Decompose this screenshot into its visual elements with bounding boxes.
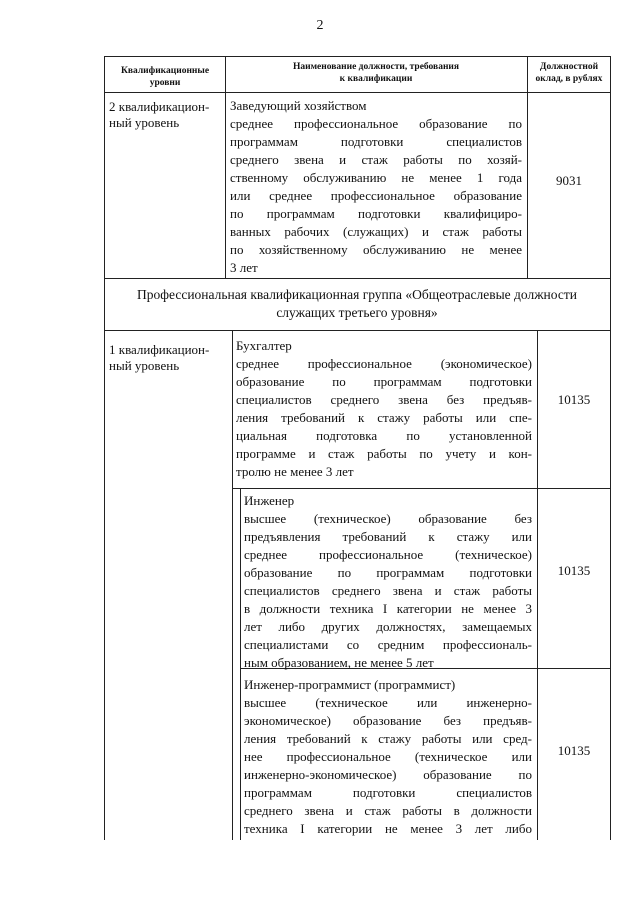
programmer-requirements: [244, 676, 532, 838]
group-title-line2: служащих третьего уровня»: [276, 305, 438, 320]
zavhoz-line: по хозяйственному обслуживанию не менее: [230, 242, 522, 257]
programmer-salary: 10135: [557, 743, 591, 758]
page-number: 2: [316, 18, 324, 33]
group-title-line1: Профессиональная квалификационная группа «Общеотраслевые должности: [137, 287, 577, 302]
header-levels: [106, 65, 224, 89]
accountant-line: ления требований к стажу работы или спе-: [236, 410, 532, 425]
accountant-line: программе и стаж работы по учету и кон-: [236, 446, 532, 461]
zavhoz-line: или среднее профессиональное образование: [230, 188, 522, 203]
engineer-line: высшее (техническое) образование без: [244, 511, 532, 526]
group-title-bottom-border: [104, 330, 611, 331]
accountant-salary: 10135: [557, 392, 591, 407]
level-2-label: [109, 99, 223, 131]
zavhoz-line: по программам подготовки квалифициро-: [230, 206, 522, 221]
programmer-line: нее профессиональное (техническое или: [244, 749, 532, 764]
engineer-line: предъявления требований к стажу или: [244, 529, 532, 544]
row-accountant-bottom-border: [232, 488, 611, 489]
zavhoz-line: среднего звена и стаж работы по хозяй-: [230, 152, 522, 167]
programmer-line: экономическое) образование без предъяв-: [244, 713, 532, 728]
programmer-title: Инженер-программист (программист): [244, 677, 456, 692]
col1-divider-bottom: [232, 330, 233, 840]
col1b-divider: [240, 488, 241, 840]
programmer-line: техника I категории не менее 3 лет либо: [244, 821, 532, 836]
header-position-line1: Наименование должности, требования: [292, 62, 460, 72]
programmer-line: среднего звена и стаж работы в должности: [244, 803, 532, 818]
engineer-line: лет либо других должностях, замещаемых: [244, 619, 532, 634]
accountant-requirements: [236, 337, 532, 481]
accountant-line: тролю не менее 3 лет: [236, 464, 354, 479]
table-top-border: [104, 56, 611, 57]
header-position-line2: к квалификации: [339, 74, 413, 84]
engineer-requirements: [244, 492, 532, 672]
zavhoz-salary: 9031: [556, 173, 582, 188]
programmer-line: высшее (техническое или инженерно-: [244, 695, 532, 710]
engineer-salary: 10135: [557, 563, 591, 578]
col2-divider-top: [527, 56, 528, 278]
engineer-line: специалистами со средним профессиональ-: [244, 637, 532, 652]
table-left-border: [104, 56, 105, 840]
zavhoz-line: ственному обслуживанию не менее 1 года: [230, 170, 522, 185]
group-title: [104, 286, 610, 322]
header-salary-line2: оклад, в рублях: [535, 74, 603, 84]
accountant-line: среднее профессиональное (экономическое): [236, 356, 532, 371]
level-2-line1: 2 квалификацион-: [109, 99, 210, 114]
zavhoz-line: среднее профессиональное образование по: [230, 116, 522, 131]
zavhoz-line: 3 лет: [230, 260, 258, 275]
header-salary: [529, 61, 609, 85]
header-bottom-border: [104, 92, 611, 93]
accountant-title: Бухгалтер: [236, 338, 292, 353]
engineer-line: в должности техника I категории не менее 3: [244, 601, 532, 616]
engineer-title: Инженер: [244, 493, 295, 508]
engineer-line: среднее профессиональное (техническое): [244, 547, 532, 562]
level-1-label: [109, 342, 229, 374]
accountant-line: циальная подготовка по установленной: [236, 428, 532, 443]
programmer-line: инженерно-экономическое) образование по: [244, 767, 532, 782]
header-levels-line2: уровни: [149, 78, 181, 88]
accountant-line: специалистов среднего звена без предъяв-: [236, 392, 532, 407]
level-1-line2: ный уровень: [109, 358, 180, 373]
programmer-line: ления требований к стажу работы или сред-: [244, 731, 532, 746]
row-zavhoz-bottom-border: [104, 278, 611, 279]
header-salary-line1: Должностной: [539, 62, 599, 72]
zavhoz-line: программам подготовки специалистов: [230, 134, 522, 149]
header-levels-line1: Квалификационные: [120, 66, 210, 76]
engineer-line: ным образованием, не менее 5 лет: [244, 655, 434, 670]
level-1-line1: 1 квалификацион-: [109, 342, 210, 357]
engineer-line: специалистов среднего звена и стаж работы: [244, 583, 532, 598]
engineer-line: образование по программам подготовки: [244, 565, 532, 580]
table-right-border: [610, 56, 611, 840]
col1-divider-top: [225, 56, 226, 278]
zavhoz-requirements: [230, 97, 522, 277]
programmer-line: программам подготовки специалистов: [244, 785, 532, 800]
header-position: [227, 61, 525, 85]
level-2-line2: ный уровень: [109, 115, 180, 130]
zavhoz-title: Заведующий хозяйством: [230, 98, 367, 113]
zavhoz-line: ванных рабочих (служащих) и стаж работы: [230, 224, 522, 239]
accountant-line: образование по программам подготовки: [236, 374, 532, 389]
